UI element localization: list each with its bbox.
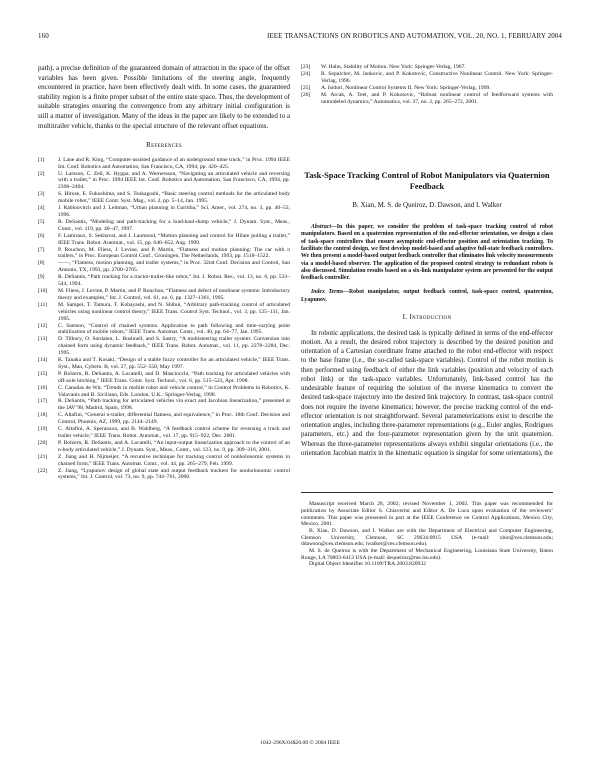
reference-number: [26] — [301, 91, 311, 98]
reference-text: P. Rouchon, M. Fliess, J. Levine, and P. Martin, “Flatness and motion planning: The car with n trailers,” in Proc. European Control Conf., Groningen, The Netherlands, 1993, pp. 1518–1522. — [58, 246, 290, 260]
reference-item — [301, 71, 553, 85]
reference-text: C. Altafini, A. Speranzon, and B. Wahlberg, “A feedback control scheme for reversing a truck and trailer vehicle,” IEEE Trans. Robot. Automat., vol. 17, pp. 915–922, Dec. 2001. — [58, 426, 290, 439]
reference-number: [3] — [38, 191, 45, 198]
reference-text: ——, “Flatness, motion planning, and trailer systems,” in Proc. 32nd Conf. Decision and Control, San Antonio, TX, 1993, pp. 2700–2705. — [58, 260, 290, 274]
page-number: 160 — [38, 32, 49, 40]
reference-item — [38, 398, 290, 412]
reference-number: [22] — [38, 467, 48, 474]
reference-text: C. Altafini, “General n-trailer, differential flatness, and equivalence,” in Proc. 18th Conf. Decision and Control, Phoenix, AZ, 1999, pp. 2144–2149. — [58, 412, 290, 426]
reference-text: R. DeSantis, “Path tracking for a tractor-trailer-like robot,” Int. J. Robot. Res., vol. 13, no. 6, pp. 533–544, 1994. — [58, 274, 290, 288]
footnote: M. S. de Queiroz is with the Department of Mechanical Engineering, Louisiana State University, Baton Rouge, LA 70803-6413 USA (e-mail: dequeiroz@me.lsu.edu). — [301, 548, 553, 561]
reference-text: P. Bolzern, R. DeSantis, and A. Locatelli, “An input-output linearization approach to the control of an n-body articulated vehicle,” J. Dynam. Syst., Meas., Contr., vol. 123, no. 9, pp. 309–316, 2001. — [58, 439, 290, 453]
reference-text: D. Tilbury, O. Sordalen, L. Bushnell, and S. Sastry, “A multisteering trailer system: Conversion into chained form using dynamic feedback,” IEEE Trans. Robot. Automat., vol. 11, pp. 2278–2284, Dec. 1995. — [58, 336, 290, 357]
copyright-line: 1042-296X/04$20.00 © 2004 IEEE — [260, 740, 340, 746]
reference-text: W. Hahn, Stability of Motion. New York: Springer-Verlag, 1967. — [321, 64, 466, 70]
reference-item — [38, 426, 290, 440]
reference-text: J. Rabinovitch and J. Leitman, “Urban planning in Curitiba,” Sci. Amer., vol. 274, no. 3, pp. 46–53, 1996. — [58, 205, 290, 218]
reference-item — [38, 157, 290, 171]
reference-number: [9] — [38, 274, 45, 281]
reference-number: [2] — [38, 170, 45, 177]
footnotes — [301, 501, 553, 568]
reference-text: A. Isidori, Nonlinear Control Systems II. New York: Springer-Verlag, 1999. — [321, 84, 491, 91]
reference-text: M. Arcak, A. Teel, and P. Kokotovic, “Robust nonlinear control of feedforward systems with unmodeled dynamics,” Automatica, vol. 37, no. 2, pp. 265–272, 2001. — [321, 91, 553, 105]
reference-number: [20] — [38, 439, 48, 446]
reference-item — [38, 171, 290, 192]
reference-item — [301, 92, 553, 106]
reference-number: [6] — [38, 232, 45, 239]
reference-number: [7] — [38, 246, 45, 253]
reference-item — [38, 205, 290, 219]
introduction-heading: I. Introduction — [402, 313, 452, 321]
reference-number: [12] — [38, 322, 48, 329]
reference-number: [17] — [38, 398, 48, 405]
reference-text: C. Samson, “Control of chained systems. Application to path following and time-varying point stabilization of mobile robots,” IEEE Trans. Automat. Contr., vol. 40, pp. 64–77, Jan. 1995. — [58, 322, 290, 336]
footnote: Manuscript received March 28, 2002; revised November 1, 2002. This paper was recommended for publication by Associate Editor S. Chiaverini and Editor A. De Luca upon evaluation of the reviewers’ comments. This paper was presented in part at the IEEE Conference on Control Applications, Mexico City, Mexico, 2001. — [301, 501, 553, 528]
reference-item — [38, 454, 290, 468]
reference-item — [38, 440, 290, 454]
reference-text: R. DeSantis, “Modeling and path-tracking for a load-haul-dump vehicle,” J. Dynam. Syst., Meas., Contr., vol. 119, pp. 40–47, 1997. — [58, 218, 290, 232]
reference-text: S. Hirose, E. Fukushima, and S. Tsukagoshi, “Basic steering control methods for the articulated body mobile robot,” IEEE Contr. Syst. Mag., vol. 2, pp. 5–14, Jan. 1995. — [58, 191, 290, 205]
index-terms-label: Index Terms— — [311, 289, 349, 296]
reference-number: [14] — [38, 357, 48, 364]
reference-number: [23] — [301, 64, 311, 70]
reference-item — [301, 85, 553, 92]
reference-item — [38, 247, 290, 261]
reference-item — [38, 260, 290, 274]
reference-number: [8] — [38, 260, 45, 267]
reference-item — [38, 385, 290, 399]
reference-item — [301, 64, 553, 71]
reference-item — [38, 274, 290, 288]
reference-item — [38, 302, 290, 323]
right-column — [301, 64, 553, 568]
reference-item — [38, 357, 290, 371]
conclusion-paragraph: path), a precise definition of the guaranteed domain of attraction in the space of the offset variables has been given. Possible limitations of the steering angle, frequently encountered in practice, have been effectively dealt with. In some cases, the guaranteed stability region is a finite proper subset of the entire state space. Thus, the development of suitable strategies ensuring the convergence from any arbitrary initial configuration is still a matter of investigation. Many of the ideas in the paper are likely to be extended to a multitrailer vehicle, thanks to the special structure of the relevant offset equations. — [38, 64, 290, 130]
reference-item — [38, 288, 290, 302]
journal-header: IEEE TRANSACTIONS ON ROBOTICS AND AUTOMATION, VOL. 20, NO. 1, FEBRUARY 2004 — [266, 32, 562, 40]
references-continued — [301, 64, 553, 105]
reference-text: K. Tanaka and T. Kosaki, “Design of a stable fuzzy controller for an articulated vehicle,” IEEE Trans. Syst., Man, Cybern. B, vol. 27, pp. 552–558, May 1997. — [58, 357, 290, 370]
index-terms — [301, 289, 553, 304]
reference-text: R. DeSantis, “Path tracking for articulated vehicles via exact and Jacobian linearization,” presented at the IAV’98, Madrid, Spain, 1998. — [58, 398, 290, 412]
index-terms-text: Robot manipulator, output feedback control, task-space control, quaternion, Lyapunov. — [301, 289, 554, 303]
reference-number: [4] — [38, 205, 45, 212]
reference-text: Z. Jiang, “Lyapunov design of global state and output feedback trackers for nonholonomic control systems,” Int. J. Control, vol. 73, no. 9, pp. 744–761, 2000. — [58, 467, 290, 481]
reference-number: [11] — [38, 301, 48, 308]
reference-number: [18] — [38, 412, 48, 419]
reference-text: U. Larsson, C. Zell, K. Hyppa, and A. Wernersson, “Navigating an articulated vehicle and reversing with a trailer,” in Proc. 1994 IEEE Int. Conf. Robotics and Automation, San Francisco, CA, 1994, pp. 2398–2404. — [58, 170, 290, 191]
footnote-rule — [301, 492, 553, 493]
reference-item — [38, 323, 290, 337]
reference-number: [15] — [38, 370, 48, 377]
abstract — [301, 224, 553, 282]
reference-item — [38, 336, 290, 357]
reference-number: [5] — [38, 218, 45, 225]
footnote: Digital Object Identifier 10.1109/TRA.2003.820932 — [309, 561, 426, 568]
reference-item — [38, 371, 290, 385]
reference-text: Z. Jiang and H. Nijmeijer, “A recursive technique for tracking control of nonholonomic systems in chained form,” IEEE Trans. Automat. Contr., vol. 44, pp. 265–279, Feb. 1999. — [58, 453, 290, 467]
reference-number: [13] — [38, 336, 48, 343]
reference-item — [38, 191, 290, 205]
introduction-paragraph: In robotic applications, the desired task is typically defined in terms of the end-effector motion. As a result, the desired robot trajectory is described by the desired position and orientation of a Cartesian coordinate frame attached to the robot end-effector with respect to the base frame (i.e., the so-called task-space variables). Control of the robot motion is then performed using feedback of either the link variables (position and velocity of each robot link) or the task-space variables. Unfortunately, link-based control has the undesirable feature of requiring the solution of the inverse kinematics to convert the desired task-space trajectory into the desired link trajectory. In contrast, task-space control does not require the inverse kinematics; however, the precise tracking control of the end-effector orientation is not straightforward. Several parameterizations exist to describe the orientation angles, including three-parameter representations (e.g., Euler angles, Rodrigues parameters, etc.) and the four-parameter representation given by the unit quaternion. Whereas the three-parameter representations always exhibit singular orientations (i.e., the orientation Jacobian matrix in the kinematic equation is singular for some orientations), the — [301, 329, 553, 457]
reference-item — [38, 233, 290, 247]
references-list — [38, 157, 290, 482]
reference-text: F. Lamiraux, S. Sekhavat, and J. Laumond, “Motion planning and control for Hilare pulling a trailer,” IEEE Trans. Robot. Automat., vol. 15, pp. 640–652, Aug. 1999. — [58, 232, 290, 246]
reference-number: [21] — [38, 453, 48, 460]
abstract-label: Abstract— — [311, 224, 337, 231]
running-header — [38, 32, 562, 44]
reference-number: [1] — [38, 156, 45, 163]
reference-number: [24] — [301, 70, 311, 77]
paper-authors: B. Xian, M. S. de Queiroz, D. Dawson, and I. Walker — [352, 201, 502, 210]
reference-number: [16] — [38, 384, 48, 391]
reference-number: [25] — [301, 84, 311, 91]
reference-number: [10] — [38, 287, 48, 294]
reference-text: P. Bolzern, R. DeSantis, A. Locatelli, and D. Masciocchi, “Path tracking for articulated vehicles with off-axle hitching,” IEEE Trans. Contr. Syst. Technol., vol. 6, pp. 515–523, Apr. 1998. — [58, 370, 290, 384]
left-column — [38, 64, 290, 481]
reference-number: [19] — [38, 426, 48, 433]
reference-text: M. Fliess, J. Levine, P. Martin, and P. Rouchon, “Flatness and defect of nonlinear systems: Introductory theory and examples,” Int. J. Control, vol. 61, no. 6, pp. 1327–1361, 1995. — [58, 287, 290, 301]
reference-text: M. Sampei, T. Tamura, T. Kobayashi, and N. Shibui, “Arbitrary path-tracking control of articulated vehicles using nonlinear control theory,” IEEE Trans. Control Syst. Technol., vol. 3, pp. 125–131, Jan. 1995. — [58, 301, 290, 322]
reference-item — [38, 412, 290, 426]
reference-text: R. Sepulchre, M. Jankovic, and P. Kokotovic, Constructive Nonlinear Control. New York: Springer-Verlag, 1996. — [321, 70, 553, 84]
paper-title: Task-Space Tracking Control of Robot Manipulators via Quaternion Feedback — [304, 171, 550, 191]
reference-item — [38, 468, 290, 482]
footnote: B. Xian, D. Dawson, and I. Walker are with the Department of Electrical and Computer Engineering, Clemson University, Clemson, SC 29634-0915 USA (e-mail: xbin@ces.clemson.edu; ddawson@ces.clemson.edu; iwalker@ces.clemson.edu). — [301, 527, 553, 548]
references-heading: References — [146, 141, 182, 150]
reference-text: C. Canudas de Wit, “Trends in mobile robot and vehicle control,” in Control Problems in Robotics, K. Valavanis and B. Siciliano, Eds. London, U.K.: Springer-Verlag, 1998. — [58, 384, 290, 398]
abstract-text: In this paper, we consider the problem of task-space tracking control of robot manipulators. Based on a quaternion representation of the end-effector orientation, we design a class of task-space controllers that ensure asymptotic end-effector position and orientation tracking. To facilitate the control design, we first develop model-based and adaptive full-state feedback controllers. We then present a model-based output feedback controller that eliminates link velocity measurements via a model-based observer. The application of the proposed control strategy to redundant robots is also discussed. Simulation results based on a six-link manipulator system are presented for the output feedback controller. — [301, 224, 553, 282]
reference-text: J. Lane and R. King, “Computer-assisted guidance of an underground mine truck,” in Proc. 1994 IEEE Int. Conf. Robotics and Automation, San Francisco, CA, 1994, pp. 420–425. — [58, 156, 290, 170]
reference-item — [38, 219, 290, 233]
